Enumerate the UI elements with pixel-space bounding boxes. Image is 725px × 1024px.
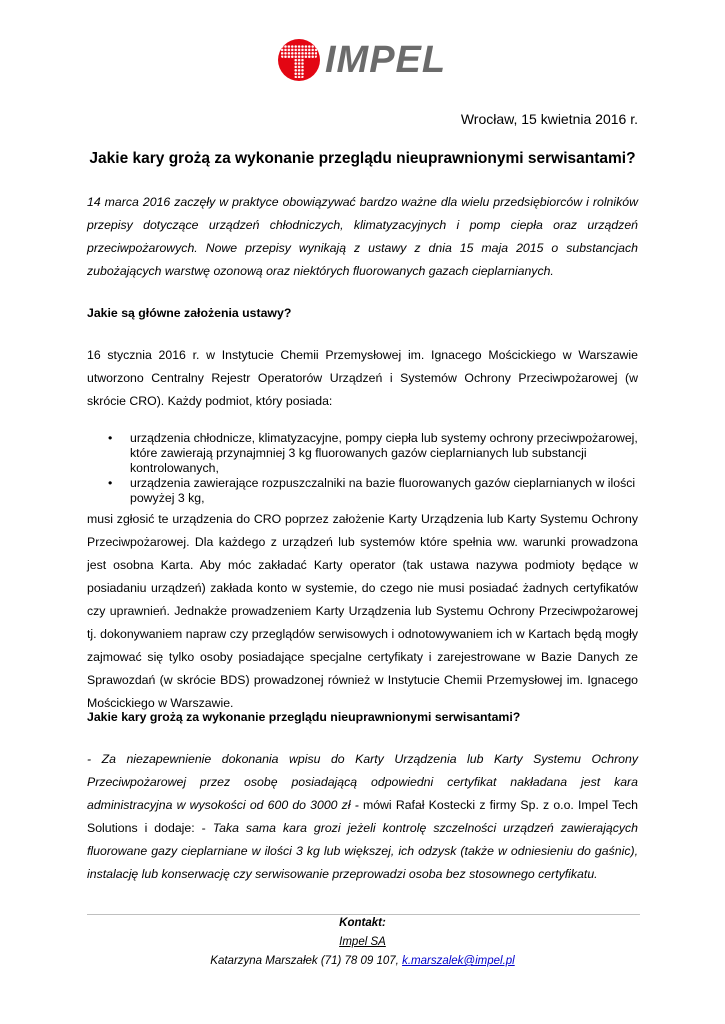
quote-part-2: Taka sama kara grozi jeżeli kontrolę szczelności urządzeń zawierających fluorowane gazy cieplarniane w ilości 3 kg lub większej, ich odzysk (także w odniesieniu do gaśnic), instalację lub konserwację czy serwisowanie przeprowadzi osoba bez stosownego certyfikatu. [87,821,638,881]
impel-logo-icon [277,38,321,82]
logo-wordmark: IMPEL [325,39,447,81]
page-title: Jakie kary grożą za wykonanie przeglądu nieuprawnionymi serwisantami? [89,150,636,167]
footer-divider [87,914,640,915]
footer-company: Impel SA [339,936,386,948]
paragraph-registration: musi zgłosić te urządzenia do CRO poprzez założenie Karty Urządzenia lub Karty Systemu Ochrony Przeciwpożarowej. Dla każdego z urządzeń lub systemów które spełnia ww. warunki prowadzona jest osobna Karta. Aby móc zakładać Karty operator (tak ustawa nazywa podmioty będące w posiadaniu urządzeń) zakłada konto w systemie, do czego nie musi posiadać żadnych certyfikatów czy uprawnień. Jednakże prowadzeniem Karty Urządzenia lub Systemu Ochrony Przeciwpożarowej tj. dokonywaniem napraw czy przeglądów serwisowych i odnotowywaniem ich w Kartach będą mogły zajmować się tylko osoby posiadające specjalne certyfikaty i zarejestrowane w Bazie Danych ze Sprawozdań (w skrócie BDS) prowadzonej również w Instytucie Chemii Przemysłowej im. Ignacego Mościckiego w Warszawie. [87,512,638,710]
intro-paragraph: 14 marca 2016 zaczęły w praktyce obowiązywać bardzo ważne dla wielu przedsiębiorców i rolników przepisy dotyczące urządzeń chłodniczych, klimatyzacyjnych i pomp ciepła oraz urządzeń przeciwpożarowych. Nowe przepisy wynikają z ustawy z dnia 15 maja 2015 o substancjach zubożających warstwę ozonową oraz niektórych fluorowanych gazach cieplarnianych. [87,195,638,278]
section-heading-1: Jakie są główne założenia ustawy? [87,306,292,320]
footer-contact-person: Katarzyna Marszałek (71) 78 09 107, [210,955,403,967]
quote-paragraph [87,748,638,886]
quote-attribution: mówi Rafał Kostecki z firmy Sp. z o.o. Impel Tech Solutions i dodaje: - [87,798,638,835]
list-item: • urządzenia chłodnicze, klimatyzacyjne, pompy ciepła lub systemy ochrony przeciwpożarowej, które zawierają przynajmniej 3 kg fluorowanych gazów cieplarnianych lub substancji kontrolowanych, [108,431,638,476]
footer-email-link[interactable]: k.marszalek@impel.pl [402,955,515,967]
paragraph-cro: 16 stycznia 2016 r. w Instytucie Chemii Przemysłowej im. Ignacego Mościckiego w Warszawie utworzono Centralny Rejestr Operatorów Urządzeń i Systemów Ochrony Przeciwpożarowej (w skrócie CRO). Każdy podmiot, który posiada: [87,348,638,408]
footer-contact-line [0,955,725,967]
list-item: • urządzenia zawierające rozpuszczalniki na bazie fluorowanych gazów cieplarnianych w ilości powyżej 3 kg, [108,476,638,506]
company-logo [277,38,446,82]
requirements-list [108,431,638,506]
footer-contact-label: Kontakt: [339,917,386,929]
document-date: Wrocław, 15 kwietnia 2016 r. [460,111,638,127]
section-heading-2: Jakie kary grożą za wykonanie przeglądu nieuprawnionymi serwisantami? [87,710,521,724]
quote-part-1: - Za niezapewnienie dokonania wpisu do Karty Urządzenia lub Karty Systemu Ochrony Przeciwpożarowej przez osobę posiadającą odpowiedni certyfikat nakładana jest kara administracyjna w wysokości od 600 do 3000 zł - [87,752,638,812]
